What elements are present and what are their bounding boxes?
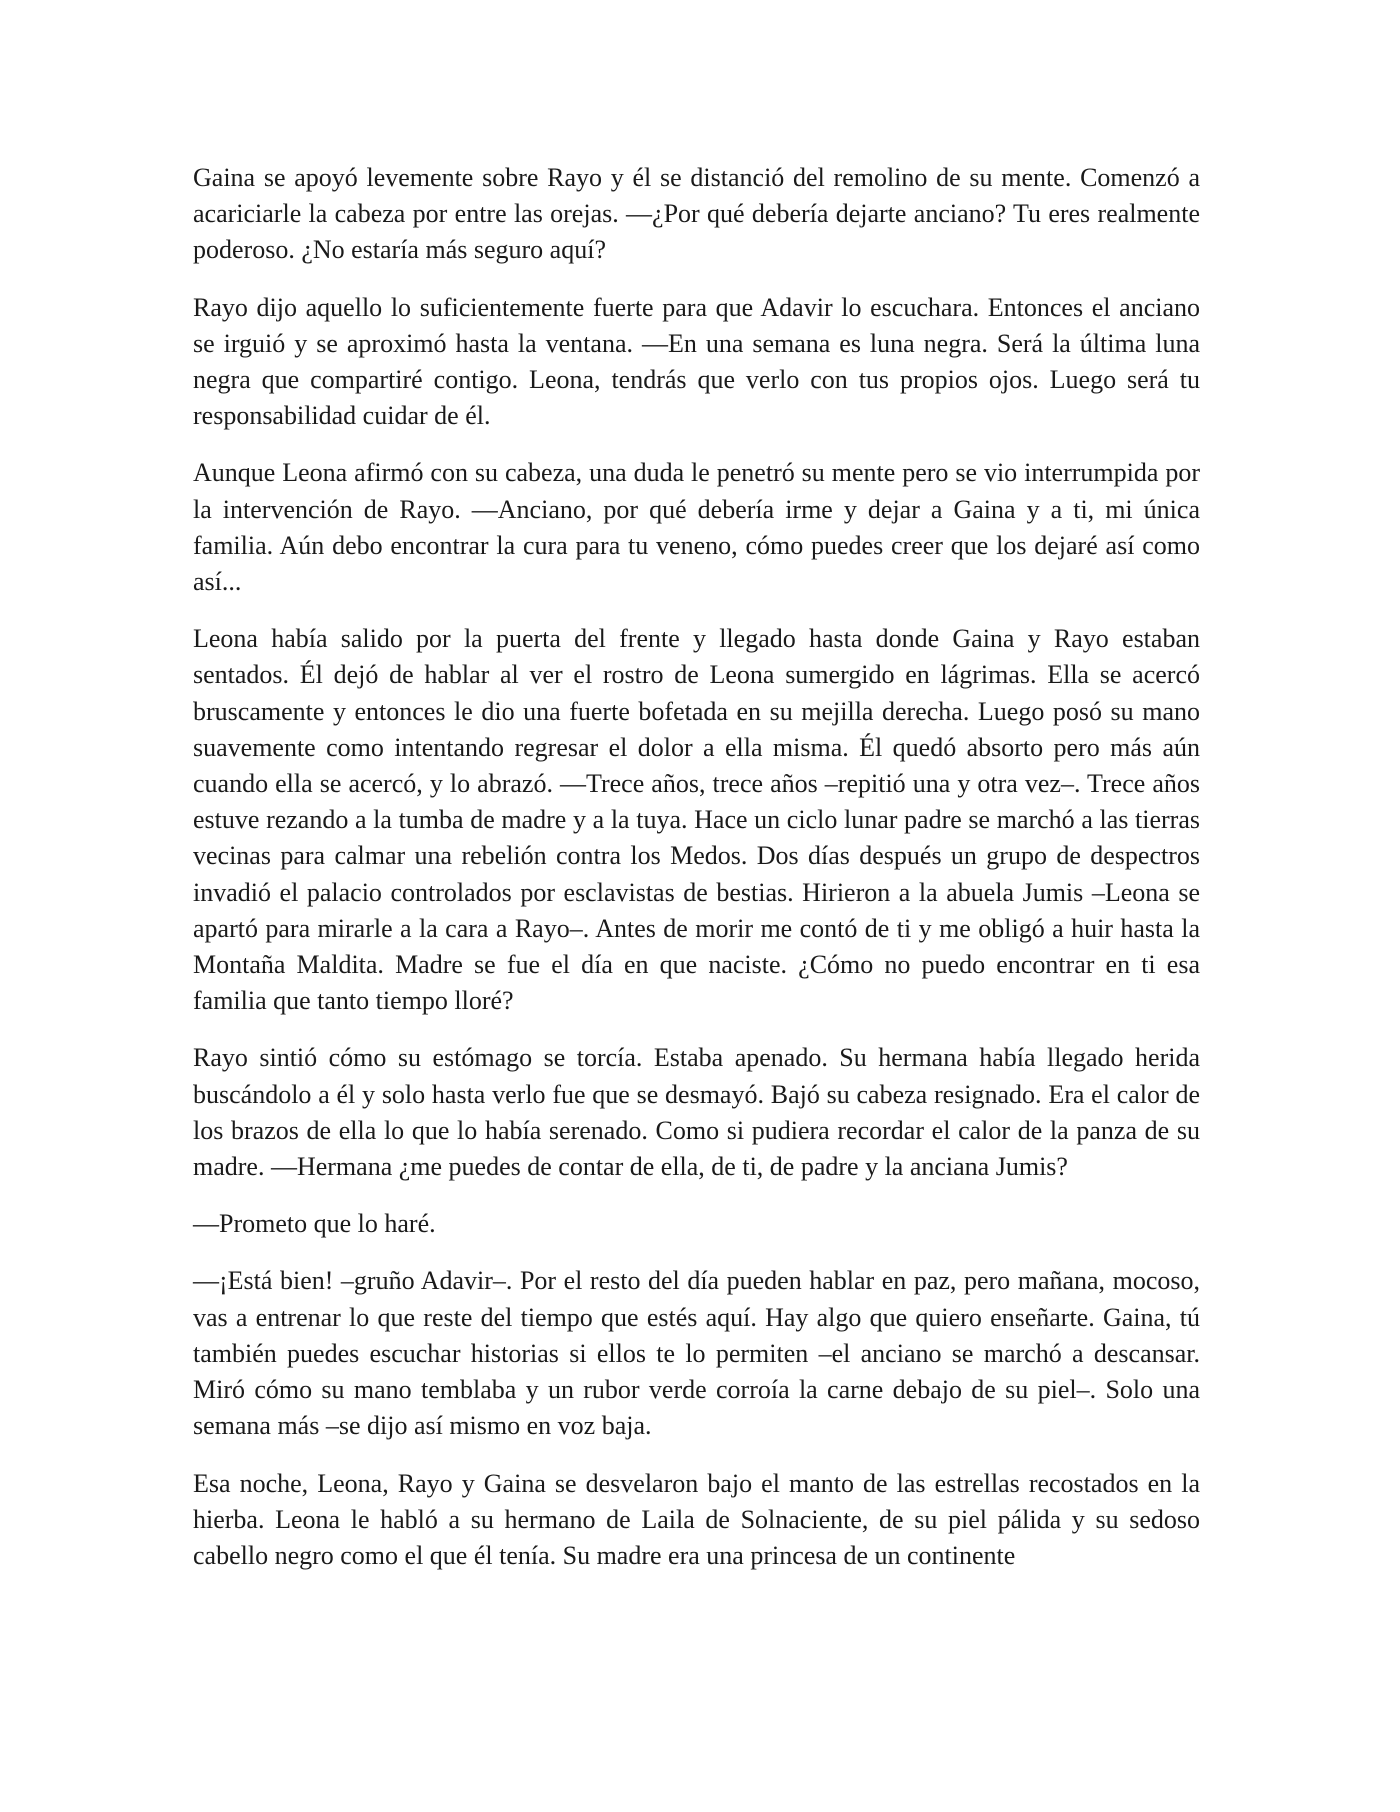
paragraph: Aunque Leona afirmó con su cabeza, una duda le penetró su mente pero se vio interrumpida por la intervención de Rayo. —Anciano, por qué debería irme y dejar a Gaina y a ti, mi única familia. Aún debo encontrar la cura para tu veneno, cómo puedes creer que los dejaré así como así... [193, 458, 1200, 597]
paragraph: Gaina se apoyó levemente sobre Rayo y él se distanció del remolino de su mente. Comenzó a acariciarle la cabeza por entre las orejas. —¿Por qué debería dejarte anciano? Tu eres realmente poderoso. ¿No estaría más seguro aquí? [193, 163, 1200, 265]
document-body [193, 160, 1200, 1595]
paragraph: Esa noche, Leona, Rayo y Gaina se desvelaron bajo el manto de las estrellas recostados en la hierba. Leona le habló a su hermano de Laila de Solnaciente, de su piel pálida y su sedoso cabello negro como el que él tenía. Su madre era una princesa de un continente [193, 1468, 1200, 1570]
paragraph: Rayo dijo aquello lo suficientemente fuerte para que Adavir lo escuchara. Entonces el anciano se irguió y se aproximó hasta la ventana. —En una semana es luna negra. Será la última luna negra que compartiré contigo. Leona, tendrás que verlo con tus propios ojos. Luego será tu responsabilidad cuidar de él. [193, 292, 1200, 431]
paragraph: Leona había salido por la puerta del frente y llegado hasta donde Gaina y Rayo estaban sentados. Él dejó de hablar al ver el rostro de Leona sumergido en lágrimas. Ella se acercó bruscamente y entonces le dio una fuerte bofetada en su mejilla derecha. Luego posó su mano suavemente como intentando regresar el dolor a ella misma. Él quedó absorto pero más aún cuando ella se acercó, y lo abrazó. —Trece años, trece años –repitió una y otra vez–. Trece años estuve rezando a la tumba de madre y a la tuya. Hace un ciclo lunar padre se marchó a las tierras vecinas para calmar una rebelión contra los Medos. Dos días después un grupo de despectros invadió el palacio controlados por esclavistas de bestias. Hirieron a la abuela Jumis –Leona se apartó para mirarle a la cara a Rayo–. Antes de morir me contó de ti y me obligó a huir hasta la Montaña Maldita. Madre se fue el día en que naciste. ¿Cómo no puedo encontrar en ti esa familia que tanto tiempo lloré? [193, 624, 1200, 1016]
paragraph: —¡Está bien! –gruño Adavir–. Por el resto del día pueden hablar en paz, pero mañana, mocoso, vas a entrenar lo que reste del tiempo que estés aquí. Hay algo que quiero enseñarte. Gaina, tú también puedes escuchar historias si ellos te lo permiten –el anciano se marchó a descansar. Miró cómo su mano temblaba y un rubor verde corroía la carne debajo de su piel–. Solo una semana más –se dijo así mismo en voz baja. [193, 1266, 1200, 1441]
paragraph: Rayo sintió cómo su estómago se torcía. Estaba apenado. Su hermana había llegado herida buscándolo a él y solo hasta verlo fue que se desmayó. Bajó su cabeza resignado. Era el calor de los brazos de ella lo que lo había serenado. Como si pudiera recordar el calor de la panza de su madre. —Hermana ¿me puedes de contar de ella, de ti, de padre y la anciana Jumis? [193, 1043, 1200, 1182]
paragraph: —Prometo que lo haré. [193, 1209, 436, 1239]
